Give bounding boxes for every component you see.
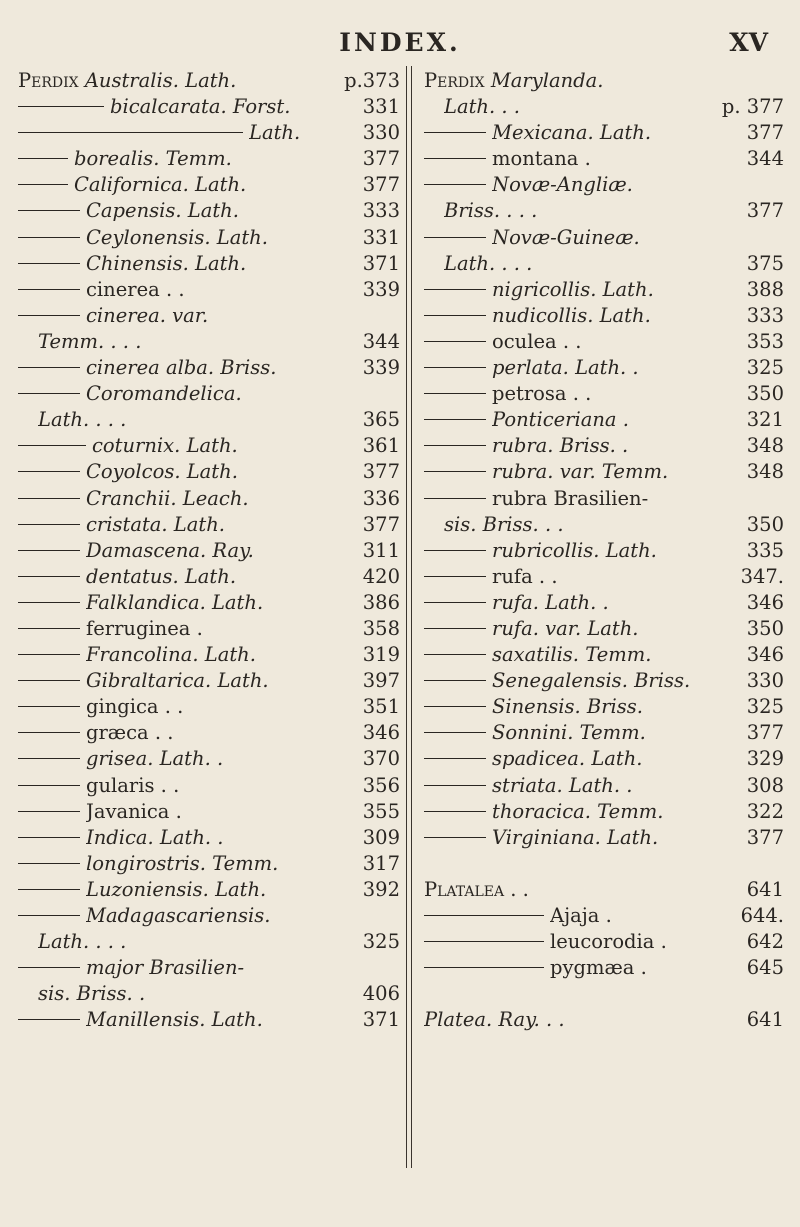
ditto-rule [18,837,80,838]
entry-term: Perdix Marylanda. [424,69,604,92]
entry-page-ref: 377 [362,173,400,197]
ditto-rule [424,341,486,342]
entry-page-ref: p.373 [344,69,400,92]
ditto-rule [424,811,486,812]
entry-page-ref: 645 [746,956,784,980]
ditto-rule [18,210,80,211]
index-entry [18,486,400,512]
ditto-rule [424,654,486,655]
ditto-rule [18,863,80,864]
ditto-rule [18,680,80,681]
entry-page-ref: 350 [746,512,784,536]
entry-term: Sonnini. Temm. [492,721,646,745]
entry-page-ref: 356 [362,773,400,797]
index-entry [18,799,400,825]
index-entry [424,564,784,590]
entry-term: leucorodia . [550,930,667,954]
entry-page-ref: 642 [746,930,784,954]
entry-term: Lath. [249,121,301,145]
entry-term: montana . [492,147,591,171]
index-entry [424,929,784,955]
entry-term: Senegalensis. Briss. [492,669,691,693]
index-entry [424,616,784,642]
index-entry [424,512,784,538]
index-entry [424,668,784,694]
entry-term: dentatus. Lath. [86,564,237,588]
entry-term: coturnix. Lath. [92,434,238,458]
entry-page-ref: 397 [362,669,400,693]
index-entry [424,433,784,459]
entry-page-ref: 377 [362,147,400,171]
index-entry [18,329,400,355]
ditto-rule [424,732,486,733]
ditto-rule [18,811,80,812]
entry-term: rubricollis. Lath. [492,538,657,562]
entry-term: nigricollis. Lath. [492,277,654,301]
entry-page-ref: 350 [746,616,784,640]
ditto-rule [18,445,86,446]
entry-term: Sinensis. Briss. [492,695,644,719]
entry-term: Ceylonensis. Lath. [86,225,268,249]
entry-page-ref: 331 [362,95,400,119]
entry-term: cinerea . . [86,277,185,301]
index-column-right [424,68,784,1033]
entry-page-ref: 347. [740,564,784,588]
index-entry [424,459,784,485]
index-entry [424,903,784,929]
ditto-rule [18,237,80,238]
ditto-rule [424,315,486,316]
entry-page-ref: 375 [746,251,784,275]
index-entry [18,198,400,224]
page-number: XV [729,28,768,57]
entry-page-ref: 321 [746,408,784,432]
entry-page-ref: 322 [746,799,784,823]
entry-term: Novæ-Guineæ. [492,225,640,249]
entry-term: Lath. . . . [38,930,127,954]
ditto-rule [424,289,486,290]
entry-page-ref: 325 [746,695,784,719]
index-entry [424,303,784,329]
index-entry [18,407,400,433]
index-entry [424,277,784,303]
entry-page-ref: 325 [362,930,400,954]
index-entry [18,120,400,146]
entry-page-ref: 644. [740,904,784,927]
index-entry [424,642,784,668]
entry-page-ref: 365 [362,408,400,432]
entry-term: grisea. Lath. . [86,747,224,771]
entry-page-ref: 420 [362,564,400,588]
entry-term: rubra. Briss. . [492,434,629,458]
ditto-rule [424,680,486,681]
ditto-rule [18,263,80,264]
index-entry [18,381,400,407]
index-entry [424,799,784,825]
entry-term: Gibraltarica. Lath. [86,669,269,693]
index-entry [18,251,400,277]
ditto-rule [18,106,104,107]
entry-term: Chinensis. Lath. [86,251,247,275]
index-entry [18,825,400,851]
ditto-rule [18,367,80,368]
entry-term: rufa. Lath. . [492,590,609,614]
ditto-rule [18,498,80,499]
index-entry [424,955,784,981]
entry-term: Platea. Ray. . . [424,1008,565,1032]
index-entry [424,486,784,512]
entry-term: major Brasilien- [86,956,245,980]
entry-term: Lath. . . [444,95,520,119]
entry-page-ref: 350 [746,382,784,406]
index-entry [18,668,400,694]
index-entry [424,851,784,877]
index-entry [18,903,400,929]
entry-page-ref: 308 [746,773,784,797]
entry-term: græca . . [86,721,174,745]
entry-page-ref: 377 [746,121,784,145]
index-entry [18,94,400,120]
index-entry [424,225,784,251]
index-entry [424,68,784,94]
entry-term: spadicea. Lath. [492,747,643,771]
ditto-rule [18,732,80,733]
ditto-rule [18,785,80,786]
entry-page-ref: 351 [362,695,400,719]
index-entry [424,381,784,407]
entry-term: Novæ-Angliæ. [492,173,633,197]
ditto-rule [424,602,486,603]
entry-page-ref: 361 [362,434,400,458]
index-entry [424,720,784,746]
entry-page-ref: 392 [362,877,400,901]
entry-term: oculea . . [492,329,582,353]
entry-page-ref: 346 [362,721,400,745]
entry-term: Ponticeriana . [492,408,629,432]
entry-term: Ajaja . [550,904,612,927]
index-entry [18,851,400,877]
entry-term: Falklandica. Lath. [86,590,264,614]
entry-term: Francolina. Lath. [86,643,256,667]
ditto-rule [18,524,80,525]
index-entry [18,355,400,381]
page-title: INDEX. [339,28,461,57]
index-entry [18,225,400,251]
index-entry [18,616,400,642]
ditto-rule [424,498,486,499]
ditto-rule [18,706,80,707]
entry-term: striata. Lath. . [492,773,633,797]
entry-term: Cranchii. Leach. [86,486,249,510]
index-entry [424,877,784,903]
entry-term: Luzoniensis. Lath. [86,877,267,901]
ditto-rule [424,184,486,185]
index-column-left [18,68,400,1033]
entry-page-ref: 330 [362,121,400,145]
entry-term: gularis . . [86,773,180,797]
index-entry [18,172,400,198]
index-entry [424,590,784,616]
entry-page-ref: 353 [746,329,784,353]
entry-page-ref: 335 [746,538,784,562]
entry-term: bicalcarata. Forst. [110,95,291,119]
entry-term: Mexicana. Lath. [492,121,652,145]
index-entry [18,68,400,94]
index-entry [18,590,400,616]
entry-page-ref: 386 [362,590,400,614]
ditto-rule [424,419,486,420]
entry-page-ref: 346 [746,590,784,614]
entry-page-ref: 371 [362,251,400,275]
entry-term: Manillensis. Lath. [86,1008,263,1032]
index-entry [424,146,784,172]
ditto-rule [18,184,68,185]
index-entry [18,955,400,981]
index-entry [18,1007,400,1033]
index-entry [18,720,400,746]
entry-term: rubra. var. Temm. [492,460,669,484]
page-header [0,28,800,60]
entry-page-ref: p. 377 [721,95,784,119]
ditto-rule [18,602,80,603]
entry-term: rubra Brasilien- [492,486,649,510]
entry-term: rufa . . [492,564,558,588]
index-entry [424,981,784,1007]
entry-page-ref: 329 [746,747,784,771]
index-entry [424,407,784,433]
entry-page-ref: 641 [746,1008,784,1032]
ditto-rule [18,550,80,551]
entry-page-ref: 339 [362,277,400,301]
index-entry [424,825,784,851]
index-entry [18,877,400,903]
entry-term: cristata. Lath. [86,512,225,536]
entry-page-ref: 346 [746,643,784,667]
index-entry [18,642,400,668]
entry-term: rufa. var. Lath. [492,616,639,640]
ditto-rule [424,628,486,629]
index-entry [424,329,784,355]
index-entry [18,433,400,459]
entry-page-ref: 336 [362,486,400,510]
index-entry [18,459,400,485]
entry-page-ref: 331 [362,225,400,249]
entry-page-ref: 344 [362,329,400,353]
entry-page-ref: 377 [746,199,784,223]
column-divider [406,66,412,1168]
entry-page-ref: 370 [362,747,400,771]
index-entry [424,94,784,120]
entry-page-ref: 333 [362,199,400,223]
entry-page-ref: 377 [746,721,784,745]
ditto-rule [424,471,486,472]
ditto-rule [18,132,243,133]
ditto-rule [424,550,486,551]
index-entry [18,146,400,172]
index-entry [18,512,400,538]
ditto-rule [424,576,486,577]
entry-term: perlata. Lath. . [492,356,639,380]
ditto-rule [18,393,80,394]
ditto-rule [424,967,544,968]
ditto-rule [424,158,486,159]
index-entry [18,773,400,799]
ditto-rule [18,915,80,916]
entry-page-ref: 348 [746,434,784,458]
ditto-rule [424,837,486,838]
entry-term: Indica. Lath. . [86,825,224,849]
entry-term: nudicollis. Lath. [492,303,651,327]
entry-page-ref: 358 [362,616,400,640]
ditto-rule [18,967,80,968]
entry-term: Lath. . . . [444,251,533,275]
entry-page-ref: 388 [746,277,784,301]
entry-term: Javanica . [86,799,182,823]
entry-page-ref: 333 [746,303,784,327]
ditto-rule [424,915,544,916]
ditto-rule [18,289,80,290]
entry-page-ref: 355 [362,799,400,823]
entry-page-ref: 330 [746,669,784,693]
index-entry [18,538,400,564]
index-entry [424,172,784,198]
index-entry [18,564,400,590]
entry-page-ref: 377 [746,825,784,849]
ditto-rule [424,758,486,759]
entry-term: Virginiana. Lath. [492,825,659,849]
entry-term: ferruginea . [86,616,203,640]
index-entry [18,303,400,329]
ditto-rule [424,367,486,368]
ditto-rule [18,471,80,472]
ditto-rule [18,158,68,159]
entry-page-ref: 344 [746,147,784,171]
ditto-rule [424,785,486,786]
index-entry [18,694,400,720]
entry-term: cinerea. var. [86,303,209,327]
ditto-rule [18,758,80,759]
ditto-rule [18,1019,80,1020]
entry-page-ref: 309 [362,825,400,849]
entry-page-ref: 406 [362,982,400,1006]
entry-term: Coyolcos. Lath. [86,460,238,484]
index-entry [424,120,784,146]
index-entry [18,981,400,1007]
entry-term: Madagascariensis. [86,904,271,927]
entry-term: thoracica. Temm. [492,799,664,823]
entry-term: Damascena. Ray. [86,538,254,562]
entry-term: sis. Briss. . [38,982,146,1006]
ditto-rule [18,654,80,655]
ditto-rule [424,941,544,942]
entry-page-ref: 339 [362,356,400,380]
index-entry [424,694,784,720]
entry-term: Californica. Lath. [74,173,247,197]
index-entry [424,538,784,564]
ditto-rule [424,237,486,238]
entry-page-ref: 317 [362,851,400,875]
entry-page-ref: 319 [362,643,400,667]
entry-term: saxatilis. Temm. [492,643,652,667]
entry-term: petrosa . . [492,382,592,406]
index-entry [18,746,400,772]
entry-term: pygmæa . [550,956,647,980]
index-entry [424,773,784,799]
entry-term: cinerea alba. Briss. [86,356,277,380]
entry-term: Temm. . . . [38,329,142,353]
entry-term: gingica . . [86,695,184,719]
ditto-rule [424,393,486,394]
entry-term: Platalea . . [424,877,529,901]
entry-term: Briss. . . . [444,199,538,223]
entry-term: borealis. Temm. [74,147,232,171]
entry-page-ref: 641 [746,877,784,901]
ditto-rule [18,889,80,890]
ditto-rule [18,576,80,577]
entry-page-ref: 348 [746,460,784,484]
entry-term: Perdix Australis. Lath. [18,69,237,92]
ditto-rule [424,132,486,133]
index-entry [424,198,784,224]
entry-term: Lath. . . . [38,408,127,432]
index-entry [424,746,784,772]
entry-page-ref: 371 [362,1008,400,1032]
ditto-rule [18,315,80,316]
entry-page-ref: 377 [362,512,400,536]
entry-page-ref: 325 [746,356,784,380]
entry-term: longirostris. Temm. [86,851,279,875]
index-entry [424,355,784,381]
entry-term: Coromandelica. [86,382,242,406]
index-entry [18,277,400,303]
ditto-rule [424,706,486,707]
index-entry [424,251,784,277]
ditto-rule [424,445,486,446]
entry-page-ref: 311 [362,538,400,562]
entry-term: Capensis. Lath. [86,199,239,223]
entry-page-ref: 377 [362,460,400,484]
index-entry [18,929,400,955]
entry-term: sis. Briss. . . [444,512,564,536]
index-entry [424,1007,784,1033]
ditto-rule [18,628,80,629]
